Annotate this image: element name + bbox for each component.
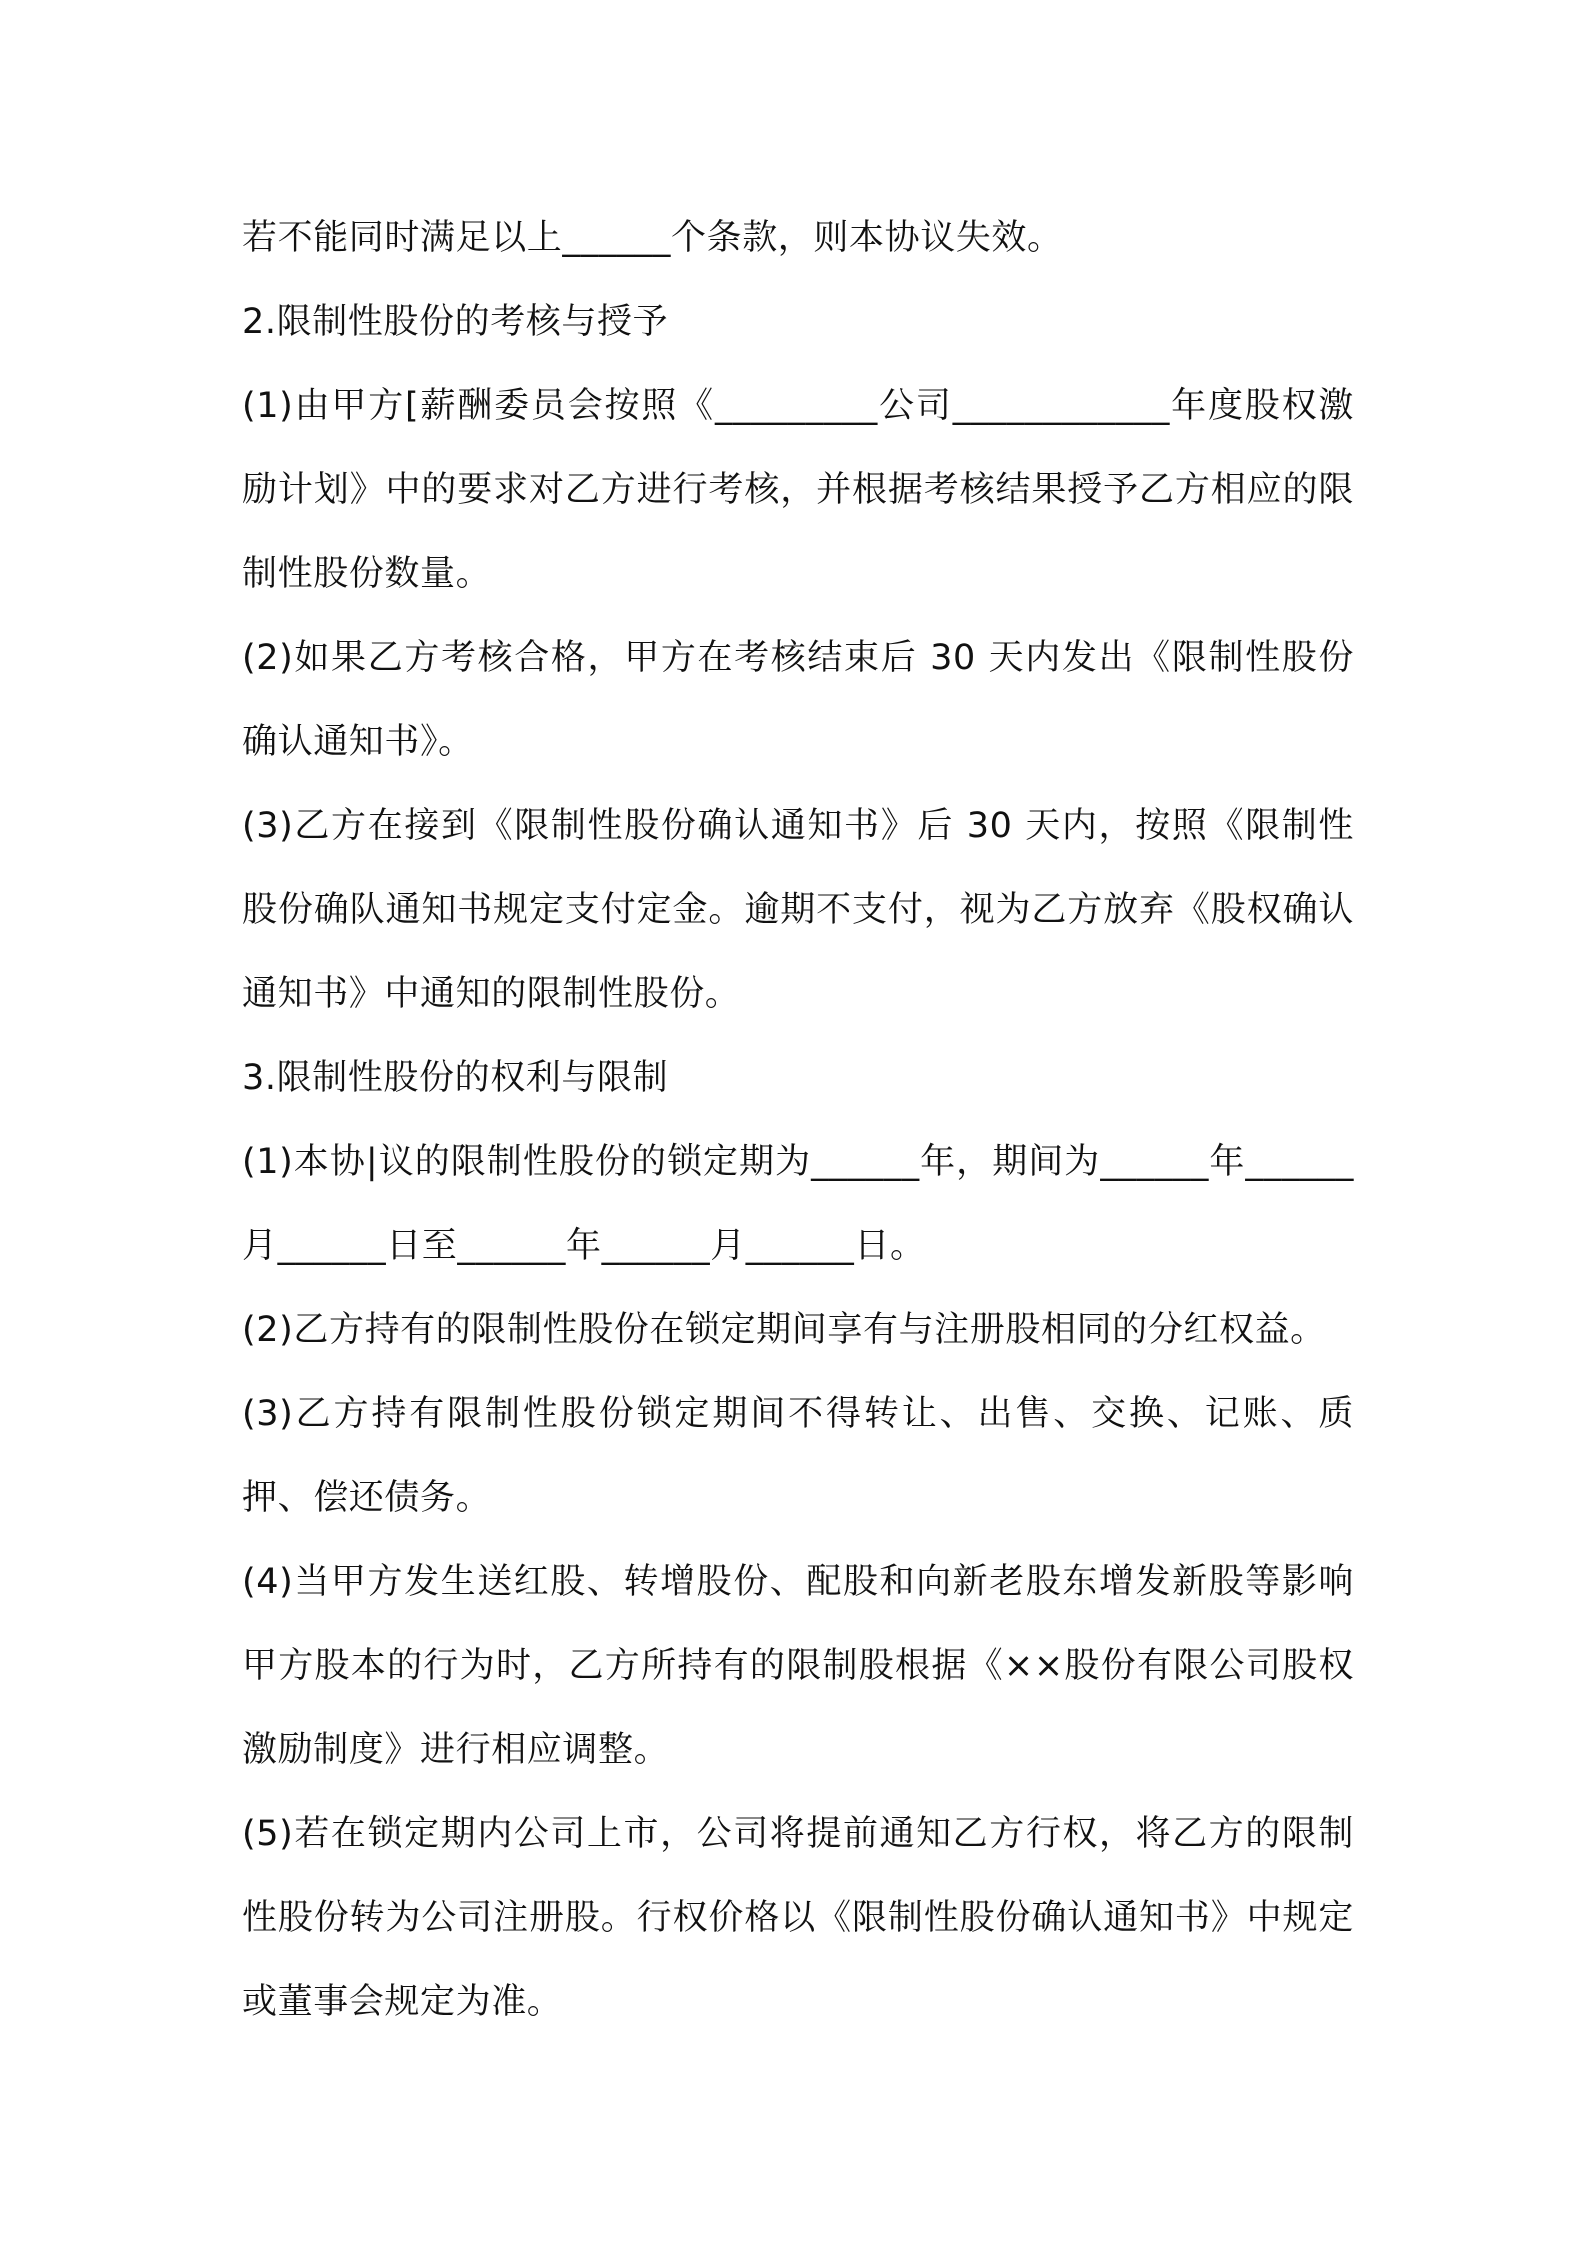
clause-rights-3: (3)乙方持有限制性股份锁定期间不得转让、出售、交换、记账、质押、偿还债务。 <box>242 1394 1354 1518</box>
clause-validity-condition: 若不能同时满足以上______个条款，则本协议失效。 <box>242 218 1063 258</box>
section-heading-assessment: 2.限制性股份的考核与授予 <box>242 302 669 342</box>
clause-rights-4: (4)当甲方发生送红股、转增股份、配股和向新老股东增发新股等影响甲方股本的行为时，乙方所持有的限制股根据《××股份有限公司股权激励制度》进行相应调整。 <box>242 1562 1354 1770</box>
clause-assessment-2: (2)如果乙方考核合格，甲方在考核结束后 30 天内发出《限制性股份确认通知书》。 <box>242 638 1354 762</box>
clause-rights-1: (1)本协|议的限制性股份的锁定期为______年，期间为______年______月______日至______年______月______日。 <box>242 1142 1354 1266</box>
clause-assessment-3: (3)乙方在接到《限制性股份确认通知书》后 30 天内，按照《限制性股份确队通知书规定支付定金。逾期不支付，视为乙方放弃《股权确认通知书》中通知的限制性股份。 <box>242 806 1354 1014</box>
document-body <box>242 196 1354 2044</box>
clause-assessment-1: (1)由甲方[薪酬委员会按照《_________公司____________年度股权激励计划》中的要求对乙方进行考核，并根据考核结果授予乙方相应的限制性股份数量。 <box>242 386 1354 594</box>
clause-rights-2: (2)乙方持有的限制性股份在锁定期间享有与注册股相同的分红权益。 <box>242 1310 1326 1350</box>
section-heading-rights: 3.限制性股份的权利与限制 <box>242 1058 669 1098</box>
clause-rights-5: (5)若在锁定期内公司上市，公司将提前通知乙方行权，将乙方的限制性股份转为公司注册股。行权价格以《限制性股份确认通知书》中规定或董事会规定为准。 <box>242 1814 1354 2022</box>
